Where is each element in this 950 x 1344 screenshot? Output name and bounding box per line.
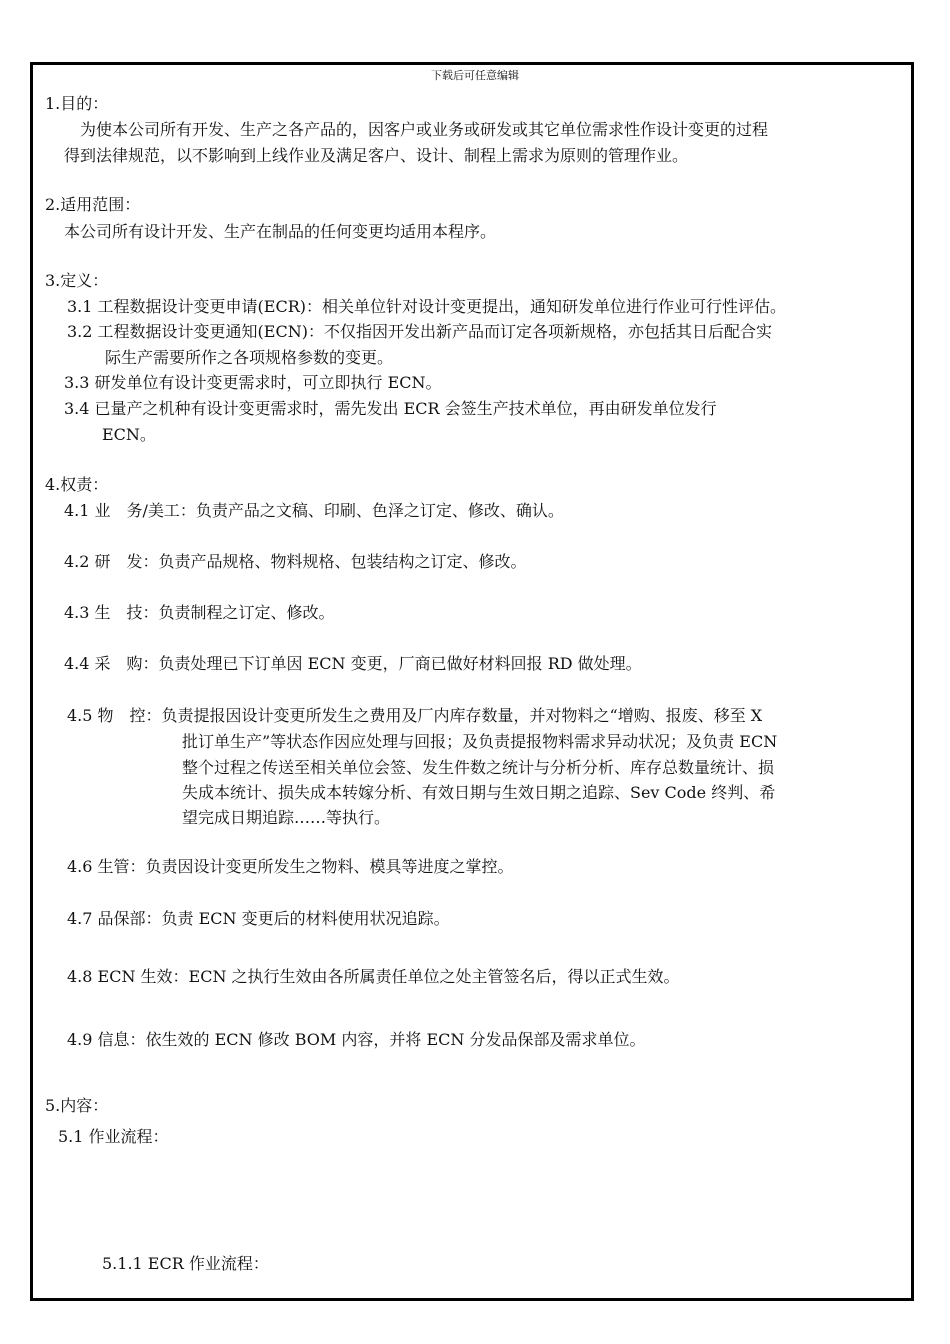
duty-4-9: 4.9 信息：依生效的 ECN 修改 BOM 内容，并将 ECN 分发品保部及需求单位。 <box>67 1030 646 1049</box>
definition-3-2-cont: 际生产需要所作之各项规格参数的变更。 <box>105 348 394 367</box>
definition-3-4-cont: ECN。 <box>102 425 156 444</box>
duty-4-5-cont: 批订单生产”等状态作因应处理与回报；及负责提报物料需求异动状况；及负责 ECN <box>182 732 778 751</box>
section-4-title: 4.权责： <box>45 475 109 494</box>
section-5-title: 5.内容： <box>45 1096 109 1115</box>
duty-4-5-cont: 失成本统计、损失成本转嫁分析、有效日期与生效日期之追踪、Sev Code 终判、希 <box>182 783 776 802</box>
duty-4-2: 4.2 研 发：负责产品规格、物料规格、包装结构之订定、修改。 <box>64 552 527 571</box>
duty-4-5: 4.5 物 控：负责提报因设计变更所发生之费用及厂内库存数量，并对物料之“增购、报废、移至 X <box>67 706 763 725</box>
section-1-paragraph: 得到法律规范，以不影响到上线作业及满足客户、设计、制程上需求为原则的管理作业。 <box>64 146 689 165</box>
content-5-1-1: 5.1.1 ECR 作业流程： <box>102 1254 269 1273</box>
section-3-title: 3.定义： <box>45 271 109 290</box>
section-2-paragraph: 本公司所有设计开发、生产在制品的任何变更均适用本程序。 <box>64 222 497 241</box>
page-header: 下载后可任意编辑 <box>431 69 519 82</box>
definition-3-3: 3.3 研发单位有设计变更需求时，可立即执行 ECN。 <box>64 373 442 392</box>
duty-4-8: 4.8 ECN 生效：ECN 之执行生效由各所属责任单位之处主管签名后，得以正式生效。 <box>67 967 680 986</box>
document-frame <box>30 62 914 1301</box>
duty-4-5-cont: 望完成日期追踪……等执行。 <box>182 808 391 827</box>
content-5-1: 5.1 作业流程： <box>58 1127 169 1146</box>
section-1-paragraph: 为使本公司所有开发、生产之各产品的，因客户或业务或研发或其它单位需求性作设计变更的过程 <box>80 120 769 139</box>
duty-4-3: 4.3 生 技：负责制程之订定、修改。 <box>64 603 335 622</box>
definition-3-4: 3.4 已量产之机种有设计变更需求时，需先发出 ECR 会签生产技术单位，再由研发单位发行 <box>64 399 717 418</box>
section-1-title: 1.目的： <box>45 94 109 113</box>
duty-4-6: 4.6 生管：负责因设计变更所发生之物料、模具等进度之掌控。 <box>67 857 514 876</box>
duty-4-5-cont: 整个过程之传送至相关单位会签、发生件数之统计与分析分析、库存总数量统计、损 <box>182 758 775 777</box>
duty-4-1: 4.1 业 务/美工：负责产品之文稿、印刷、色泽之订定、修改、确认。 <box>64 501 564 520</box>
definition-3-2: 3.2 工程数据设计变更通知(ECN)：不仅指因开发出新产品而订定各项新规格，亦包括其日后配合实 <box>67 322 772 341</box>
section-2-title: 2.适用范围： <box>45 195 141 214</box>
duty-4-7: 4.7 品保部：负责 ECN 变更后的材料使用状况追踪。 <box>67 909 450 928</box>
definition-3-1: 3.1 工程数据设计变更申请(ECR)：相关单位针对设计变更提出，通知研发单位进行作业可行性评估。 <box>67 297 786 316</box>
duty-4-4: 4.4 采 购：负责处理已下订单因 ECN 变更，厂商已做好材料回报 RD 做处理。 <box>64 654 642 673</box>
